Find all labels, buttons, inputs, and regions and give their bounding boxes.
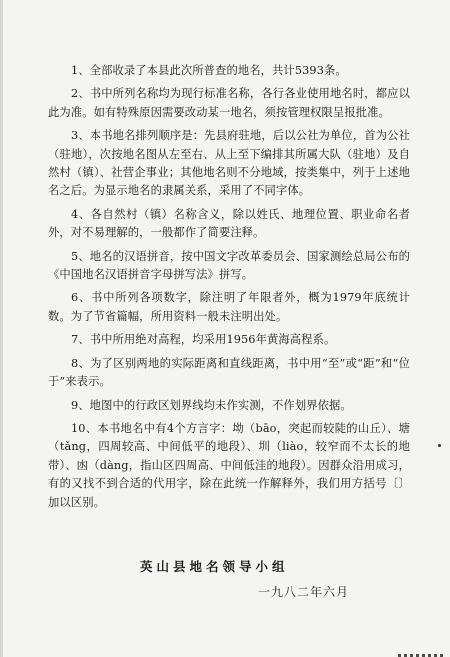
- note-paragraph-10: 10、本书地名中有4个方言字：坳（bāo，突起而较陡的山丘）、塘（tǎng，四周较高、中间低平的地段）、圳（liào，较窄而不太长的地带）、凼（dàng，指山区四周高、中间低洼的地段）。因群众沿用成习，有的又找不到合适的代用字，除在此统一作解释外，我们用方括号〔〕加以区别。: [48, 421, 410, 509]
- signature-date: 一九八二年六月: [258, 585, 350, 599]
- scan-speck: [438, 444, 441, 447]
- note-paragraph-6: 6、书中所列各项数字，除注明了年限者外，概为1979年底统计数。为了节省篇幅，所用资料一般未注明出处。: [48, 291, 410, 323]
- signature-organization: 英山县地名领导小组: [140, 559, 289, 574]
- note-paragraph-7: 7、书中所用绝对高程，均采用1956年黄海高程系。: [71, 333, 336, 347]
- note-paragraph-3: 3、本书地名排列顺序是：先县府驻地，后以公社为单位，首为公社（驻地），次按地名图从左至右、从上至下编排其所属大队（驻地）及自然村（镇）、社营企事业；其他地名则不分地域，按类集中，列于上述地名之后。为显示地名的隶属关系，采用了不同字体。: [48, 129, 410, 198]
- note-paragraph-8: 8、为了区别两地的实际距离和直线距离，书中用“至”或“距”和“位于”来表示。: [48, 356, 410, 389]
- note-paragraph-1: 1、全部收录了本县此次所普查的地名，共计5393条。: [71, 64, 347, 77]
- note-paragraph-9: 9、地图中的行政区划界线均未作实测，不作划界依据。: [71, 398, 352, 412]
- notes-body: [48, 62, 410, 517]
- scan-edge: [0, 0, 3, 657]
- note-paragraph-2: 2、书中所列名称均为现行标准名称，各行各业使用地名时，都应以此为准。如有特殊原因需要改动某一地名，须按管理权限呈报批准。: [48, 87, 410, 119]
- note-paragraph-5: 5、地名的汉语拼音，按中国文字改革委员会、国家测绘总局公布的《中国地名汉语拼音字母拼写法》拼写。: [48, 249, 410, 282]
- note-paragraph-4: 4、各自然村（镇）名称含义，除以姓氏、地理位置、职业命名者外，对不易理解的，一般都作了简要注释。: [48, 207, 410, 240]
